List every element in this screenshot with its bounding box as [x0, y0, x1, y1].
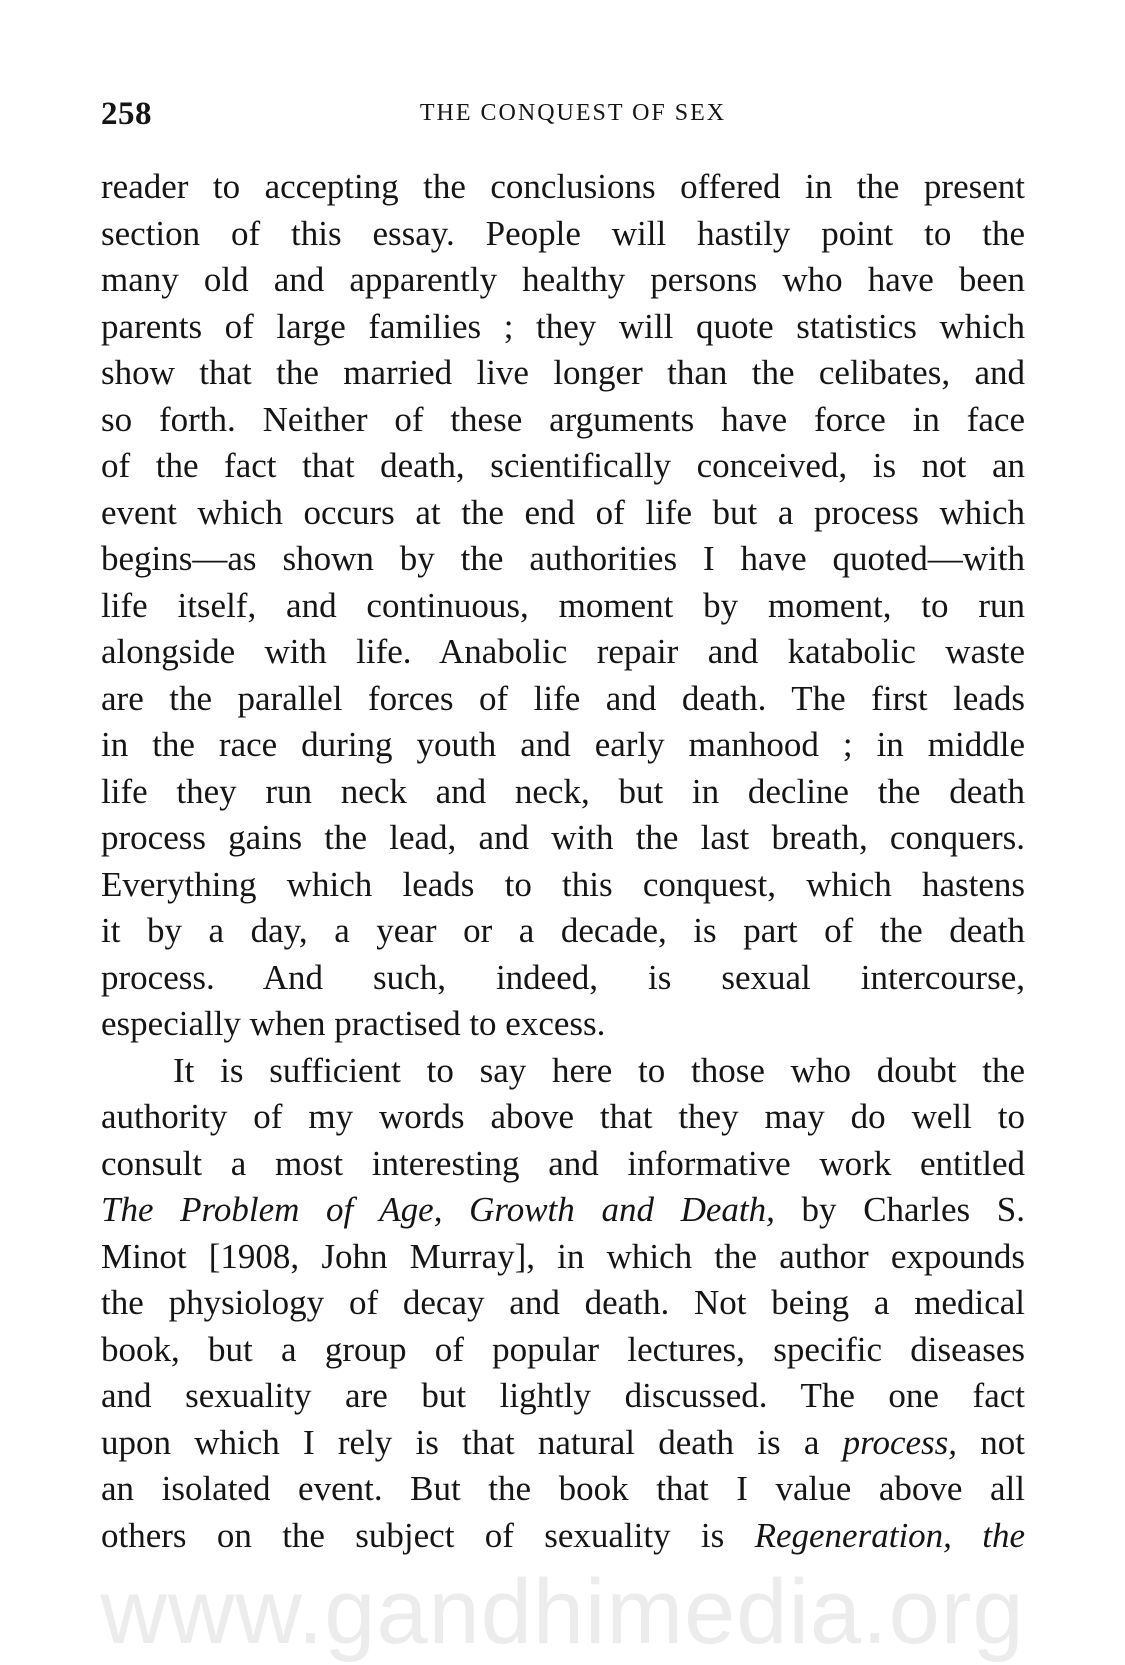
text-line: are the parallel forces of life and death. The first leads: [101, 678, 1025, 718]
text-line: of the fact that death, scientifically conceived, is not an: [101, 446, 1025, 485]
text-line: parents of large families ; they will quote statistics which: [101, 306, 1025, 346]
text-line: book, but a group of popular lectures, specific diseases: [101, 1329, 1025, 1369]
text-line: authority of my words above that they may do well to: [101, 1097, 1025, 1136]
text-line: begins—as shown by the authorities I have quoted—with: [101, 539, 1025, 578]
text-line: and sexuality are but lightly discussed. The one fact: [101, 1376, 1025, 1415]
text-run: others on the subject of sexuality is: [101, 1515, 755, 1555]
page-number: 258: [101, 96, 152, 132]
text-line: Minot [1908, John Murray], in which the author expounds: [101, 1236, 1025, 1276]
text-line: event which occurs at the end of life but a process which: [101, 492, 1025, 532]
book-title-italic: Regeneration, the: [754, 1515, 1026, 1555]
text-line: process gains the lead, and with the last breath, conquers.: [101, 818, 1025, 857]
text-line: life itself, and continuous, moment by moment, to run: [101, 585, 1025, 625]
text-line: the physiology of decay and death. Not being a medical: [101, 1283, 1025, 1322]
paragraph-2: [101, 1048, 1025, 1560]
text-line: process. And such, indeed, is sexual intercourse,: [101, 957, 1025, 997]
text-line: in the race during youth and early manhood ; in middle: [101, 725, 1025, 764]
watermark: www.gandhimedia.org: [100, 1561, 1025, 1663]
text-line: [101, 1420, 1025, 1467]
text-line: reader to accepting the conclusions offered in the present: [101, 167, 1025, 206]
text-line: alongside with life. Anabolic repair and katabolic waste: [101, 632, 1025, 671]
text-line: many old and apparently healthy persons who have been: [101, 260, 1025, 299]
text-line: an isolated event. But the book that I value above all: [101, 1469, 1025, 1508]
text-line: it by a day, a year or a decade, is part of the death: [101, 911, 1025, 950]
text-line: section of this essay. People will hastily point to the: [101, 213, 1025, 253]
text-run: not: [957, 1422, 1025, 1462]
text-run: upon which I rely is that natural death is a: [101, 1422, 843, 1462]
text-line: show that the married live longer than the celibates, and: [101, 353, 1025, 392]
text-line: Everything which leads to this conquest, which hastens: [101, 864, 1025, 904]
running-head: [101, 96, 1025, 136]
emphasis-italic: process,: [842, 1422, 958, 1462]
text-line: life they run neck and neck, but in decline the death: [101, 771, 1025, 811]
running-title: THE CONQUEST OF SEX: [419, 100, 727, 126]
book-title-italic: The Problem of Age, Growth and Death,: [101, 1190, 775, 1229]
paragraph-1: [101, 164, 1025, 1048]
text-line: so forth. Neither of these arguments have force in face: [101, 399, 1025, 439]
body-text: [101, 164, 1025, 1559]
text-line: especially when practised to excess.: [101, 1004, 606, 1043]
text-line: It is sufficient to say here to those who doubt the: [173, 1050, 1025, 1090]
text-line: consult a most interesting and informative work entitled: [101, 1143, 1025, 1183]
text-run: by Charles S.: [774, 1190, 1025, 1229]
text-line: [101, 1513, 1025, 1560]
text-line: [101, 1187, 1025, 1234]
